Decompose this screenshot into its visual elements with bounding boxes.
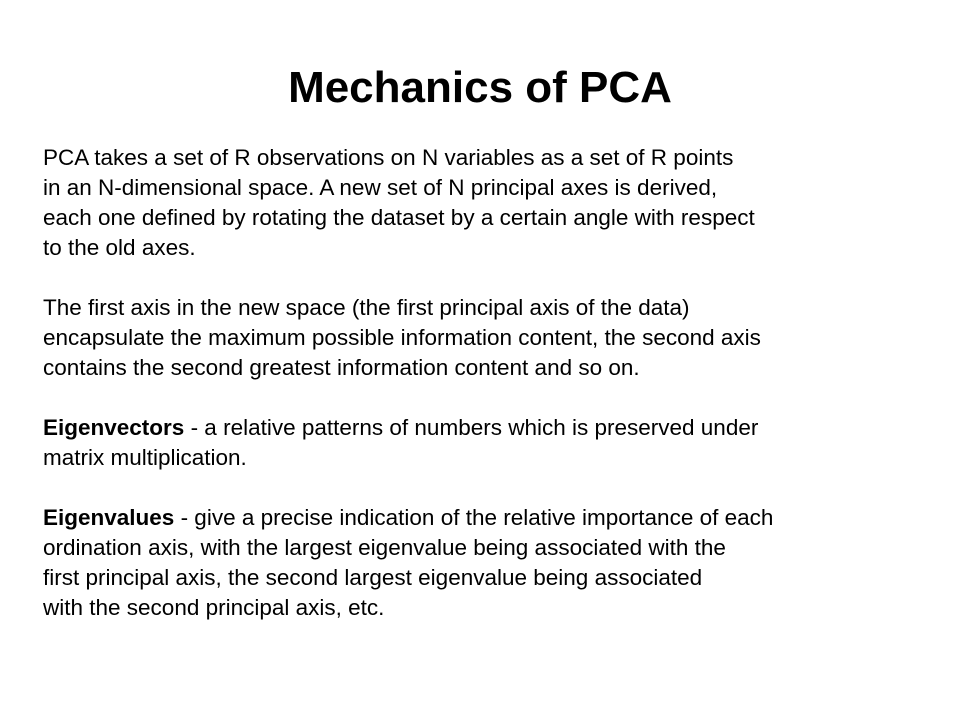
text-line: matrix multiplication.: [43, 445, 247, 470]
text-line: [43, 413, 943, 443]
text-line: each one defined by rotating the dataset by a certain angle with respect: [43, 205, 755, 230]
paragraph-eigenvectors: [43, 413, 943, 473]
text-line: ordination axis, with the largest eigenvalue being associated with the: [43, 535, 726, 560]
text-line: PCA takes a set of R observations on N variables as a set of R points: [43, 145, 734, 170]
text-line: to the old axes.: [43, 235, 196, 260]
paragraph-first-axis: [43, 293, 943, 383]
text-line: [43, 503, 943, 533]
text-line: The first axis in the new space (the first principal axis of the data): [43, 295, 690, 320]
eigenvectors-definition: - a relative patterns of numbers which is preserved under: [184, 415, 759, 440]
slide-body: [43, 143, 943, 653]
eigenvectors-term: Eigenvectors: [43, 415, 185, 440]
text-line: encapsulate the maximum possible information content, the second axis: [43, 325, 761, 350]
text-line: first principal axis, the second largest eigenvalue being associated: [43, 565, 703, 590]
eigenvalues-term: Eigenvalues: [43, 505, 175, 530]
text-line: with the second principal axis, etc.: [43, 595, 385, 620]
eigenvalues-definition: - give a precise indication of the relative importance of each: [174, 505, 774, 530]
slide-title: Mechanics of PCA: [288, 63, 672, 112]
paragraph-eigenvalues: [43, 503, 943, 623]
text-line: in an N-dimensional space. A new set of N principal axes is derived,: [43, 175, 718, 200]
paragraph-pca-intro: [43, 143, 943, 263]
text-line: contains the second greatest information content and so on.: [43, 355, 640, 380]
